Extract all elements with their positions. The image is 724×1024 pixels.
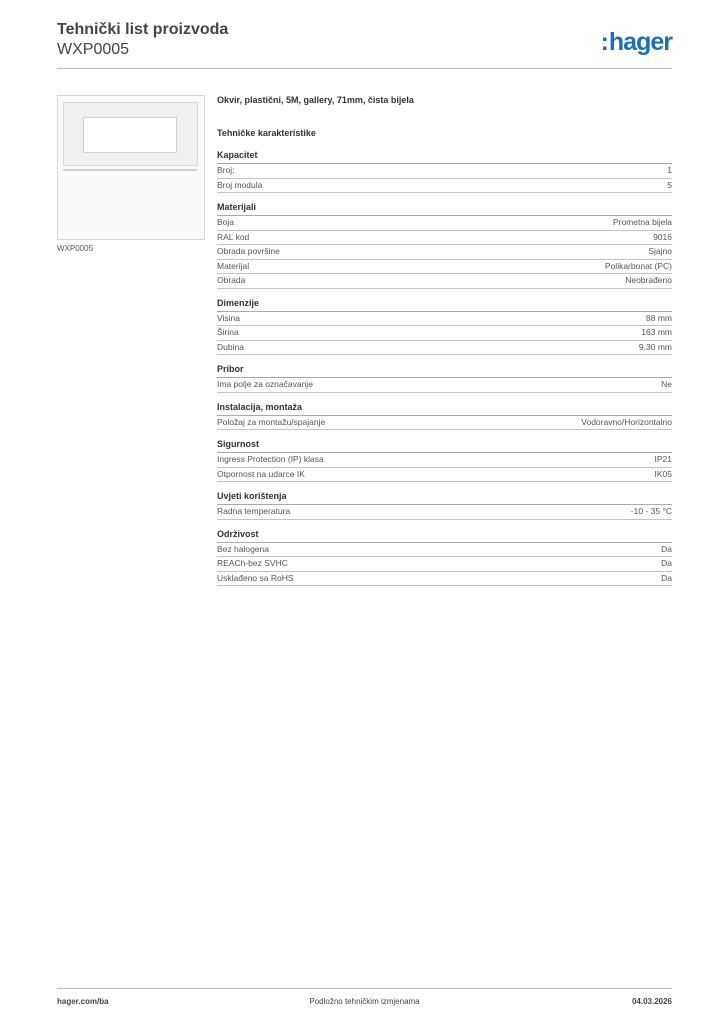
spec-label: Dubina [217, 341, 244, 352]
spec-value: Da [661, 558, 672, 568]
spec-group-title: Instalacija, montaža [217, 402, 672, 416]
spec-label: Broj modula [217, 179, 263, 190]
spec-label: Ingress Protection (IP) klasa [217, 454, 324, 464]
product-image [57, 95, 205, 240]
spec-value: 1 [667, 165, 672, 175]
spec-value: Prometna bijela [612, 217, 672, 227]
product-description: Okvir, plastični, 5M, gallery, 71mm, čista bijela [217, 95, 414, 105]
hager-logo: :hager [600, 28, 672, 56]
spec-value: Da [661, 543, 672, 554]
spec-value: 88 mm [646, 312, 672, 323]
spec-group-title: Kapacitet [217, 150, 672, 164]
spec-label: Visina [217, 312, 240, 323]
spec-row [217, 260, 672, 275]
spec-label: Broj: [217, 165, 235, 175]
spec-row [217, 453, 672, 468]
spec-group-title: Pribor [217, 364, 672, 378]
spec-row [217, 312, 672, 327]
spec-group [217, 364, 672, 393]
spec-label: Boja [217, 217, 235, 227]
spec-label: Bez halogena [217, 543, 269, 554]
spec-row [217, 468, 672, 483]
spec-group [217, 529, 672, 587]
spec-value: Da [661, 572, 672, 583]
spec-label: Položaj za montažu/spajanje [217, 416, 326, 427]
spec-value: Neobrađeno [625, 275, 672, 285]
footer-website[interactable]: hager.com/ba [57, 997, 109, 1006]
spec-row [217, 274, 672, 289]
footer-notice: Podložno tehničkim izmjenama [309, 997, 420, 1006]
spec-label: Materijal [217, 260, 250, 271]
spec-label: Obrada [217, 275, 246, 285]
spec-label: RAL kod [217, 231, 250, 242]
spec-value: Vodoravno/Horizontalno [581, 416, 672, 427]
spec-row [217, 416, 672, 431]
spec-row [217, 543, 672, 558]
spec-value: IP21 [654, 454, 672, 464]
spec-group-title: Održivost [217, 529, 672, 543]
product-code: WXP0005 [57, 41, 130, 58]
page-title: Tehnički list proizvoda [57, 21, 229, 38]
spec-label: Širina [217, 327, 239, 337]
spec-groups [217, 150, 672, 586]
page-header [57, 20, 672, 70]
spec-row [217, 231, 672, 246]
spec-label: Ima polje za označavanje [217, 379, 313, 389]
spec-label: Obrada površine [217, 246, 280, 256]
frame-edge [63, 169, 197, 171]
spec-group [217, 298, 672, 356]
spec-value: Polikarbonat (PC) [604, 260, 672, 271]
header-divider [57, 68, 672, 69]
spec-row [217, 572, 672, 587]
spec-value: 9016 [653, 231, 672, 242]
spec-row [217, 505, 672, 520]
spec-row [217, 378, 672, 393]
spec-group [217, 150, 672, 193]
spec-group-title: Sigurnost [217, 439, 672, 453]
tech-heading: Tehničke karakteristike [217, 128, 316, 138]
spec-value: 5 [667, 179, 672, 190]
spec-group [217, 402, 672, 431]
spec-content [217, 95, 672, 595]
spec-value: Sjajno [648, 246, 672, 256]
spec-group-title: Uvjeti korištenja [217, 491, 672, 505]
spec-label: Radna temperatura [217, 506, 291, 516]
footer-date: 04.03.2026 [631, 997, 672, 1006]
frame-plate [63, 102, 198, 166]
spec-label: Usklađeno sa RoHS [217, 572, 294, 583]
spec-label: REACh-bez SVHC [217, 558, 288, 568]
spec-group-title: Dimenzije [217, 298, 672, 312]
frame-opening [83, 117, 177, 153]
spec-group [217, 439, 672, 482]
spec-value: IK05 [654, 468, 672, 479]
spec-value: -10 - 35 °C [630, 506, 672, 516]
spec-group [217, 491, 672, 520]
spec-row [217, 164, 672, 179]
spec-value: 9,30 mm [638, 341, 672, 352]
spec-row [217, 341, 672, 356]
spec-value: 163 mm [641, 327, 672, 337]
spec-row [217, 326, 672, 341]
spec-row [217, 245, 672, 260]
image-caption: WXP0005 [57, 244, 94, 253]
spec-group-title: Materijali [217, 202, 672, 216]
spec-group [217, 202, 672, 289]
spec-row [217, 216, 672, 231]
spec-value: Ne [661, 379, 672, 389]
spec-row [217, 179, 672, 194]
spec-row [217, 557, 672, 572]
spec-label: Otpornost na udarce IK [217, 468, 305, 479]
footer-divider [57, 988, 672, 989]
